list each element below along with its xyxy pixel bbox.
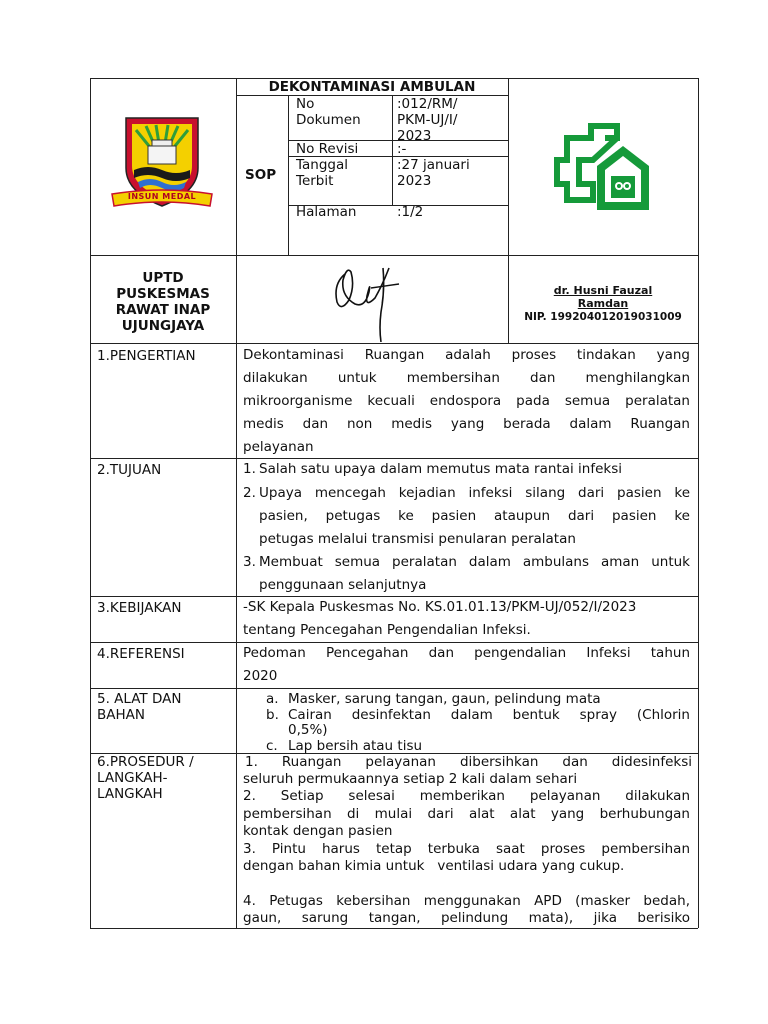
pengertian-line: pelayanan: [243, 439, 314, 455]
pengertian-label: 1.PENGERTIAN: [97, 348, 196, 364]
prosedur-label: 6.PROSEDUR / LANGKAH- LANGKAH: [97, 754, 194, 802]
prosedur-line: dengan bahan kimia untuk ventilasi udara yang cukup.: [243, 858, 625, 874]
prosedur-line: gaun, sarung tangan, pelindung mata), jika berisiko: [243, 910, 690, 926]
tanggal-label: Tanggal Terbit: [296, 157, 349, 189]
halaman-value: :1/2: [397, 204, 424, 220]
prosedur-line: 2. Setiap selesai memberikan pelayanan dilakukan: [243, 788, 690, 804]
list-item: Masker, sarung tangan, gaun, pelindung mata: [288, 691, 601, 707]
left-logo-motto: INSUN MEDAL: [127, 192, 197, 201]
kebijakan-label: 3.KEBIJAKAN: [97, 600, 182, 616]
no-revisi-value: :-: [397, 141, 407, 157]
pengertian-line: Dekontaminasi Ruangan adalah proses tindakan yang: [243, 347, 690, 363]
halaman-label: Halaman: [296, 204, 357, 220]
tanggal-value: :27 januari 2023: [397, 157, 470, 189]
prosedur-line: 4. Petugas kebersihan menggunakan APD (masker bedah,: [243, 893, 690, 909]
list-number: 2.: [243, 485, 256, 501]
no-dokumen-value: :012/RM/ PKM-UJ/I/ 2023: [397, 96, 458, 144]
referensi-label: 4.REFERENSI: [97, 646, 185, 662]
list-item: Salah satu upaya dalam memutus mata rantai infeksi: [259, 461, 622, 477]
list-item: Lap bersih atau tisu: [288, 738, 423, 754]
puskesmas-logo-icon: [553, 120, 653, 215]
list-number: c.: [266, 738, 278, 754]
document-title: DEKONTAMINASI AMBULAN: [268, 79, 476, 95]
alat-label: 5. ALAT DAN BAHAN: [97, 691, 182, 723]
referensi-line: Pedoman Pencegahan dan pengendalian Infeksi tahun: [243, 645, 690, 661]
institution-name: UPTD PUSKESMAS RAWAT INAP UJUNGJAYA: [115, 270, 211, 334]
signer-nip: NIP. 199204012019031009: [524, 311, 682, 323]
no-dokumen-label: No Dokumen: [296, 96, 361, 128]
list-item: 0,5%): [288, 722, 328, 738]
list-number: b.: [266, 707, 279, 723]
signer-name: dr. Husni Fauzal Ramdan: [553, 284, 653, 310]
list-item: petugas melalui transmisi penularan peralatan: [259, 531, 576, 547]
sop-label: SOP: [245, 167, 277, 183]
prosedur-line: 3. Pintu harus tetap terbuka saat proses pembersihan: [243, 841, 690, 857]
no-revisi-label: No Revisi: [296, 141, 359, 157]
pengertian-line: dilakukan untuk membersihan dan menghilangkan: [243, 370, 690, 386]
list-item: Upaya mencegah kejadian infeksi silang dari pasien ke: [259, 485, 690, 501]
list-number: a.: [266, 691, 279, 707]
tujuan-label: 2.TUJUAN: [97, 462, 162, 478]
list-item: Membuat semua peralatan dalam ambulans aman untuk: [259, 554, 690, 570]
list-number: 1.: [243, 461, 256, 477]
prosedur-line: 1. Ruangan pelayanan dibersihkan dan didesinfeksi: [245, 754, 692, 770]
list-item: pasien, petugas ke pasien ataupun dari pasien ke: [259, 508, 690, 524]
list-item: Cairan desinfektan dalam bentuk spray (Chlorin: [288, 707, 690, 723]
kebijakan-line: -SK Kepala Puskesmas No. KS.01.01.13/PKM-UJ/052/I/2023: [243, 599, 637, 615]
kebijakan-line: tentang Pencegahan Pengendalian Infeksi.: [243, 622, 531, 638]
list-number: 3.: [243, 554, 256, 570]
referensi-line: 2020: [243, 668, 278, 684]
prosedur-line: kontak dengan pasien: [243, 823, 393, 839]
list-item: penggunaan selanjutnya: [259, 577, 427, 593]
signature-image: [325, 262, 405, 342]
pengertian-line: medis dan non medis yang berada dalam Ruangan: [243, 416, 690, 432]
pengertian-line: mikroorganisme kecuali endospora pada semua peralatan: [243, 393, 690, 409]
prosedur-line: seluruh permukaannya setiap 2 kali dalam sehari: [243, 771, 578, 787]
prosedur-line: pembersihan di mulai dari alat alat yang berhubungan: [243, 806, 690, 822]
